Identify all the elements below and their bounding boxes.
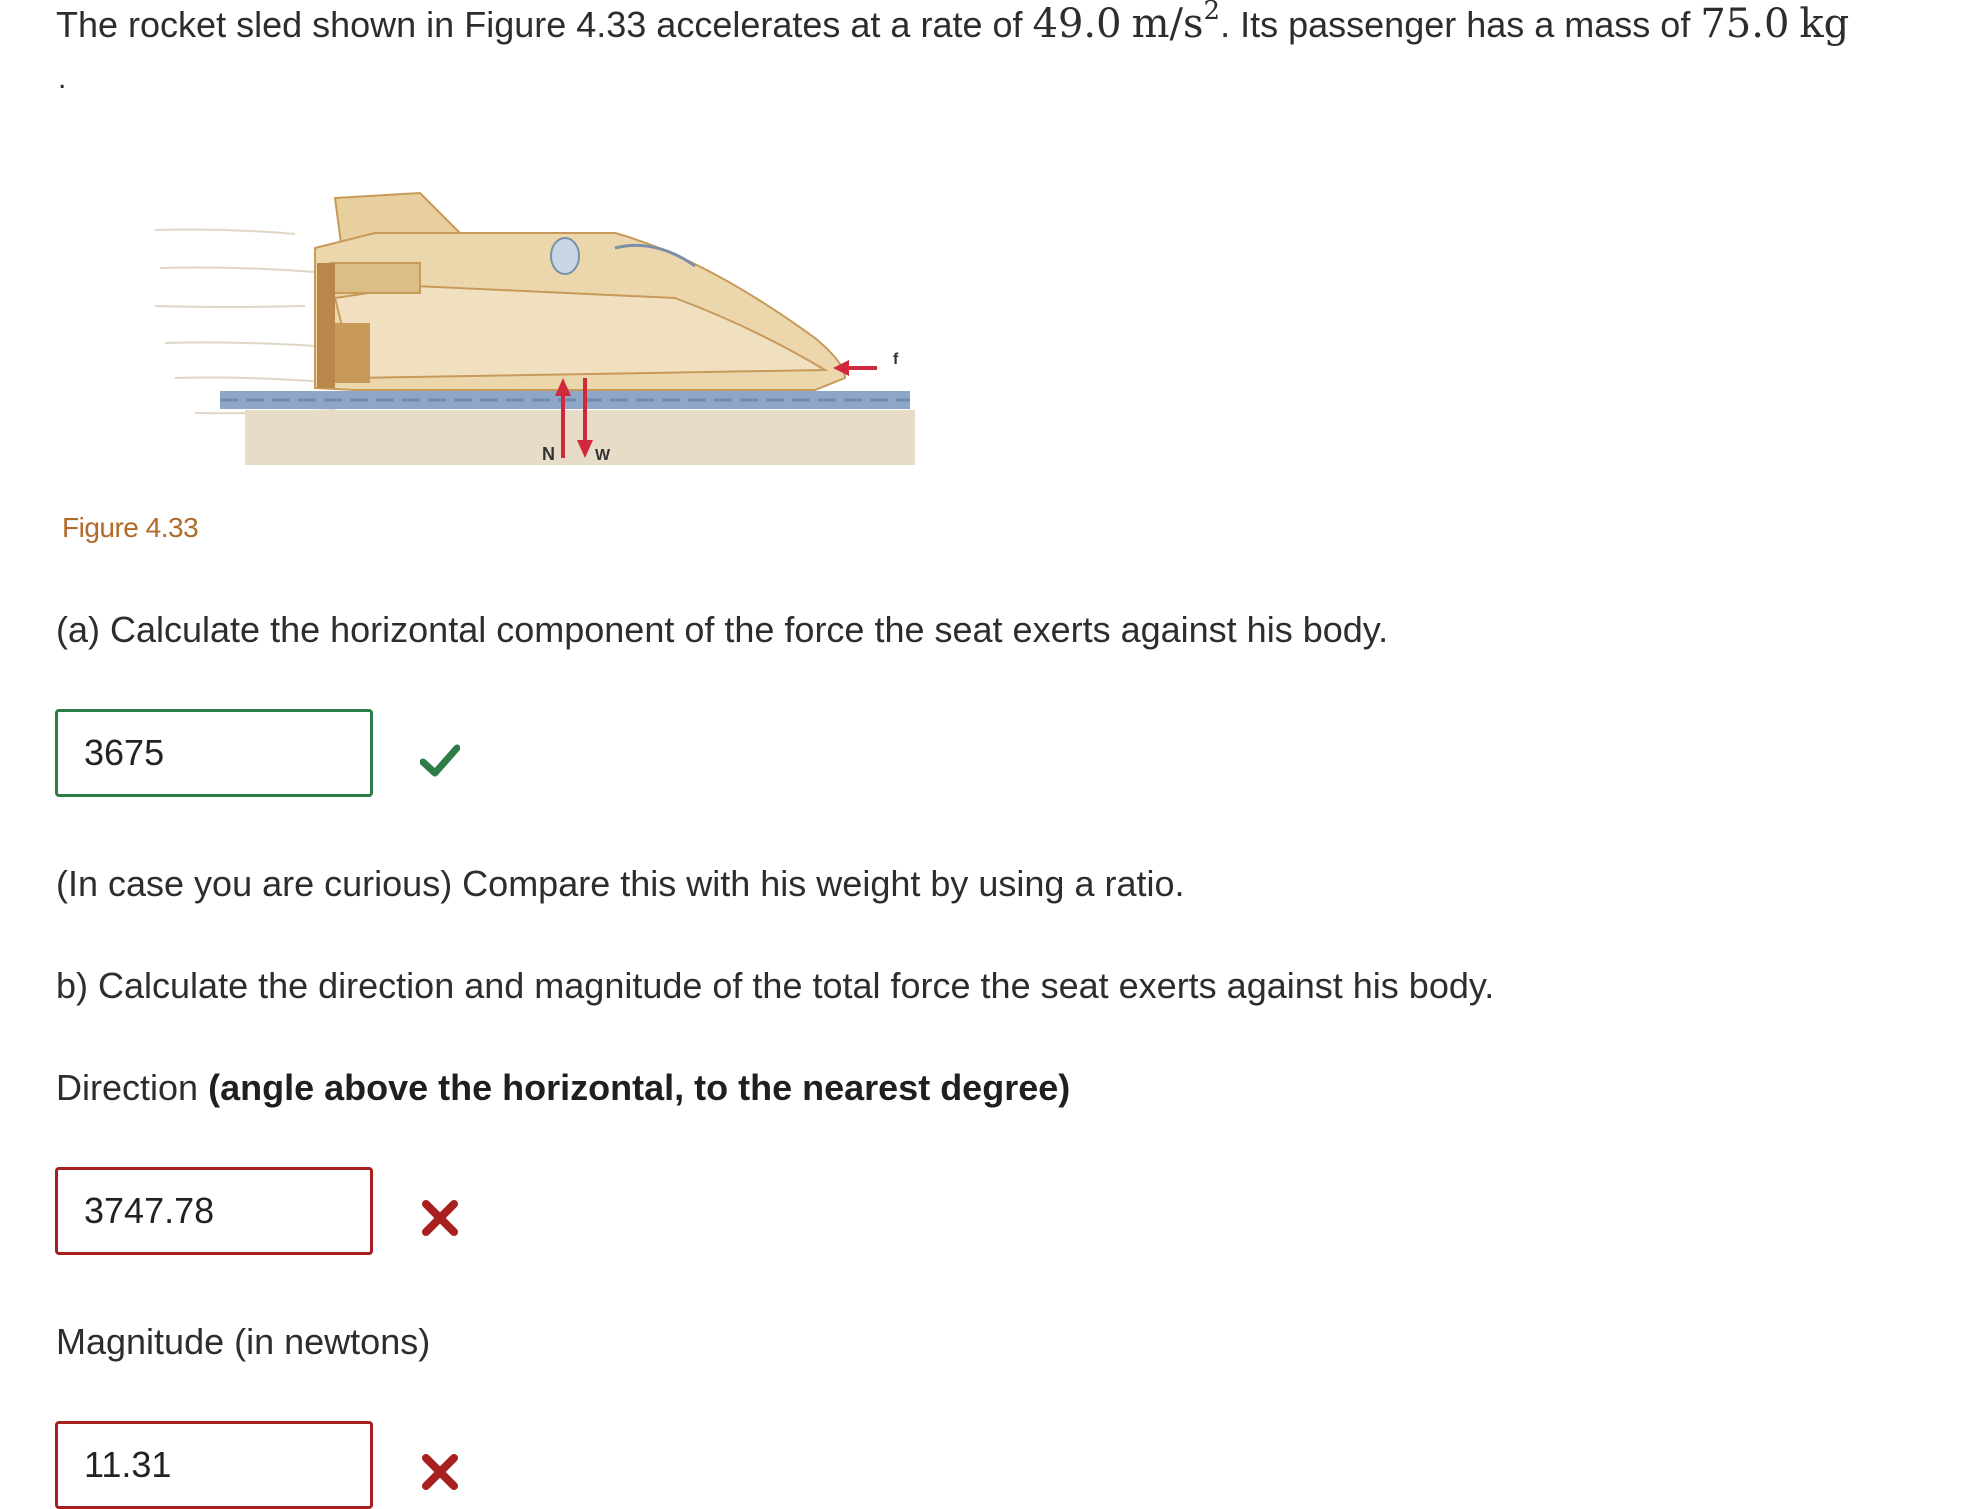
curious-text: (In case you are curious) Compare this with his weight by using a ratio.: [56, 863, 1185, 904]
mass-value: 75.0: [1700, 1, 1790, 47]
normal-label: N: [542, 444, 555, 464]
direction-label-text: Direction: [56, 1067, 199, 1108]
magnitude-label: Magnitude (in newtons): [56, 1321, 431, 1362]
part-a-prompt: (a) Calculate the horizontal component of the force the seat exerts against his body.: [56, 609, 1389, 650]
part-a-answer-input[interactable]: 3675: [55, 709, 373, 797]
cross-icon: [420, 1452, 460, 1492]
direction-hint: (angle above the horizontal, to the nearest degree): [208, 1067, 1071, 1108]
acceleration-exponent: 2: [1203, 0, 1221, 26]
direction-label: [56, 1066, 1070, 1110]
exhaust-streaks: [155, 230, 335, 414]
question-intro: [56, 2, 1849, 51]
sled-body: [315, 193, 845, 390]
cross-icon: [420, 1198, 460, 1238]
rocket-sled-figure: [55, 138, 935, 558]
friction-label: f: [893, 351, 899, 368]
mass-unit: kg: [1799, 1, 1850, 47]
trailing-period: .: [58, 62, 67, 95]
intro-text: The rocket sled shown in Figure 4.33 accelerates at a rate of: [56, 4, 1023, 45]
part-b-prompt: b) Calculate the direction and magnitude of the total force the seat exerts against his body.: [56, 965, 1495, 1006]
weight-label: W: [595, 447, 611, 464]
acceleration-unit: m/s: [1131, 1, 1204, 47]
figure-caption: Figure 4.33: [62, 512, 199, 543]
acceleration-value: 49.0: [1032, 1, 1122, 47]
direction-answer-input[interactable]: 3747.78: [55, 1167, 373, 1255]
intro-middle-text: . Its passenger has a mass of: [1220, 4, 1691, 45]
ground: [245, 410, 915, 465]
magnitude-answer-input[interactable]: 11.31: [55, 1421, 373, 1509]
check-icon: [420, 740, 460, 780]
